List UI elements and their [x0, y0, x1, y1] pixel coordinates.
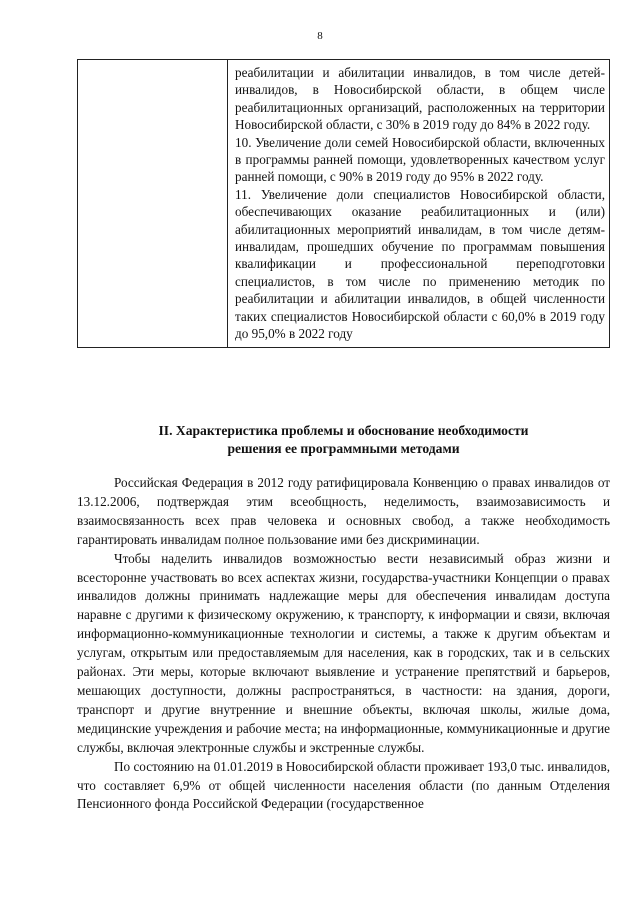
section-heading [77, 422, 610, 458]
table-cell-indicators [228, 60, 610, 348]
page-number: 8 [317, 30, 323, 42]
table-cell-empty [78, 60, 228, 348]
paragraph-convention: Российская Федерация в 2012 году ратифицировала Конвенцию о правах инвалидов от 13.12.2006, подтверждая этим всеобщность, неделимость, взаимозависимость и взаимосвязанность всех прав человека и основных свобод, а также необходимость гарантировать инвалидам полное пользование ими без дискриминации. [77, 475, 610, 547]
section-heading-line-2: решения ее программными методами [227, 441, 460, 456]
paragraph-statistics: По состоянию на 01.01.2019 в Новосибирской области проживает 193,0 тыс. инвалидов, что составляет 6,9% от общей численности населения области (по данным Отделения Пенсионного фонда Российской Федерации (государственное [77, 758, 610, 812]
continuation-table [77, 59, 610, 348]
indicator-text: реабилитации и абилитации инвалидов, в том числе детей-инвалидов, в Новосибирской области, в общем числе реабилитационных организаций, расположенных на территории Новосибирской области, с 30% в 2019 году до 84% в 2022 году. [235, 65, 605, 133]
indicator-10: 10. Увеличение доли семей Новосибирской области, включенных в программы ранней помощи, удовлетворенных качеством услуг ранней помощи, с 90% в 2019 году до 95% в 2022 году. [235, 134, 605, 185]
table-row [78, 60, 610, 348]
section-body [77, 474, 610, 814]
paragraph-accessibility: Чтобы наделить инвалидов возможностью вести независимый образ жизни и всесторонне участвовать во всех аспектах жизни, государства-участники Концепции о правах инвалидов должны принимать надлежащие меры для обеспечения инвалидам доступа наравне с другими к физическому окружению, к транспорту, к информации и связи, включая информационно-коммуникационные технологии и системы, а также к другим объектам и услугам, открытым или предоставляемым для населения, как в городских, так и в сельских районах. Эти меры, которые включают выявление и устранение препятствий и барьеров, мешающих доступности, должны распространяться, в частности: на здания, дороги, транспорт и другие внутренние и внешние объекты, включая школы, жилые дома, медицинские учреждения и рабочие места; на информационные, коммуникационные и другие службы, включая электронные службы и экстренные службы. [77, 550, 610, 755]
indicator-11: 11. Увеличение доли специалистов Новосибирской области, обеспечивающих оказание реабилитационных и (или) абилитационных мероприятий инвалидам, в том числе детям-инвалидам, прошедших обучение по программам повышения квалификации и профессиональной переподготовки специалистов, в том числе по применению методик по реабилитации и абилитации инвалидов, в общей численности таких специалистов Новосибирской области с 60,0% в 2019 году до 95,0% в 2022 году [235, 186, 605, 342]
section-heading-line-1: II. Характеристика проблемы и обоснование необходимости [158, 423, 529, 438]
